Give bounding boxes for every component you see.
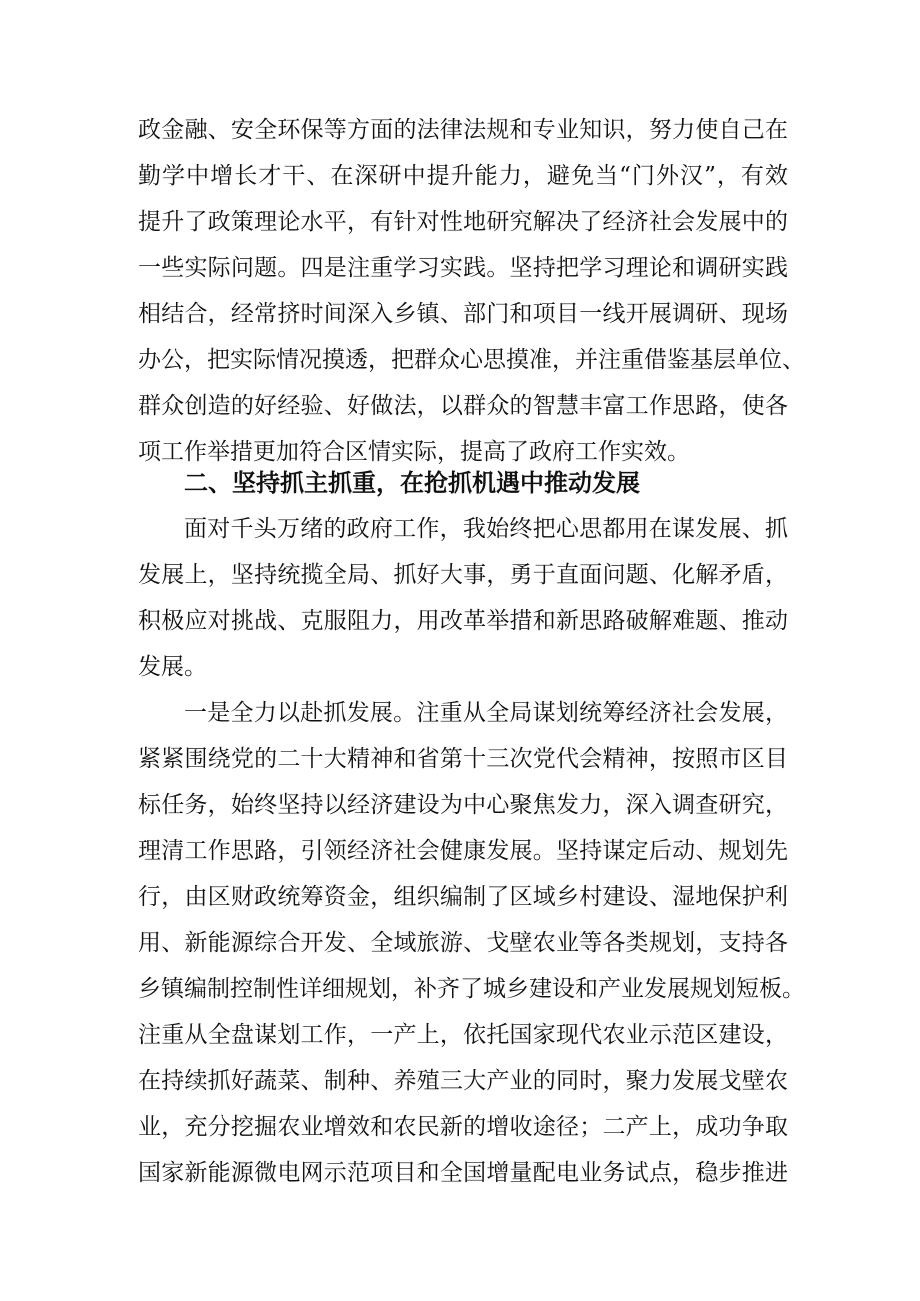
text-line: 提升了政策理论水平，有针对性地研究解决了经济社会发展中的	[138, 209, 788, 235]
text-line: 发展上，坚持统揽全局、抓好大事，勇于直面问题、化解矛盾，	[138, 562, 788, 588]
text-line: 理清工作思路，引领经济社会健康发展。坚持谋定后动、规划先	[138, 838, 788, 864]
text-line: 勤学中增长才干、在深研中提升能力，避免当“门外汉”，有效	[138, 163, 788, 189]
text-line: 面对千头万绪的政府工作，我始终把心思都用在谋发展、抓	[184, 516, 788, 542]
text-line: 紧紧围绕党的二十大精神和省第十三次党代会精神，按照市区目	[138, 746, 788, 772]
text-line: 政金融、安全环保等方面的法律法规和专业知识，努力使自己在	[138, 117, 788, 143]
text-line: 标任务，始终坚持以经济建设为中心聚焦发力，深入调查研究，	[138, 792, 788, 818]
text-line: 发展。	[138, 654, 207, 680]
text-line: 在持续抓好蔬菜、制种、养殖三大产业的同时，聚力发展戈壁农	[138, 1068, 788, 1094]
text-line: 乡镇编制控制性详细规划，补齐了城乡建设和产业发展规划短板。	[138, 976, 805, 1002]
text-line: 项工作举措更加符合区情实际，提高了政府工作实效。	[138, 439, 690, 465]
text-line: 行，由区财政统筹资金，组织编制了区域乡村建设、湿地保护利	[138, 884, 788, 910]
text-line: 积极应对挑战、克服阻力，用改革举措和新思路破解难题、推动	[138, 608, 788, 634]
text-line: 相结合，经常挤时间深入乡镇、部门和项目一线开展调研、现场	[138, 301, 788, 327]
text-line: 用、新能源综合开发、全域旅游、戈壁农业等各类规划，支持各	[138, 930, 788, 956]
text-line: 一是全力以赴抓发展。注重从全局谋划统筹经济社会发展，	[184, 700, 788, 726]
text-line: 注重从全盘谋划工作，一产上，依托国家现代农业示范区建设，	[138, 1022, 788, 1048]
text-line: 群众创造的好经验、好做法，以群众的智慧丰富工作思路，使各	[138, 393, 788, 419]
section-heading: 二、坚持抓主抓重，在抢抓机遇中推动发展	[184, 469, 640, 497]
text-line: 国家新能源微电网示范项目和全国增量配电业务试点，稳步推进	[138, 1160, 788, 1186]
text-line: 一些实际问题。四是注重学习实践。坚持把学习理论和调研实践	[138, 255, 788, 281]
text-line: 业，充分挖掘农业增效和农民新的增收途径；二产上，成功争取	[138, 1114, 788, 1140]
text-line: 办公，把实际情况摸透，把群众心思摸准，并注重借鉴基层单位、	[138, 347, 805, 373]
